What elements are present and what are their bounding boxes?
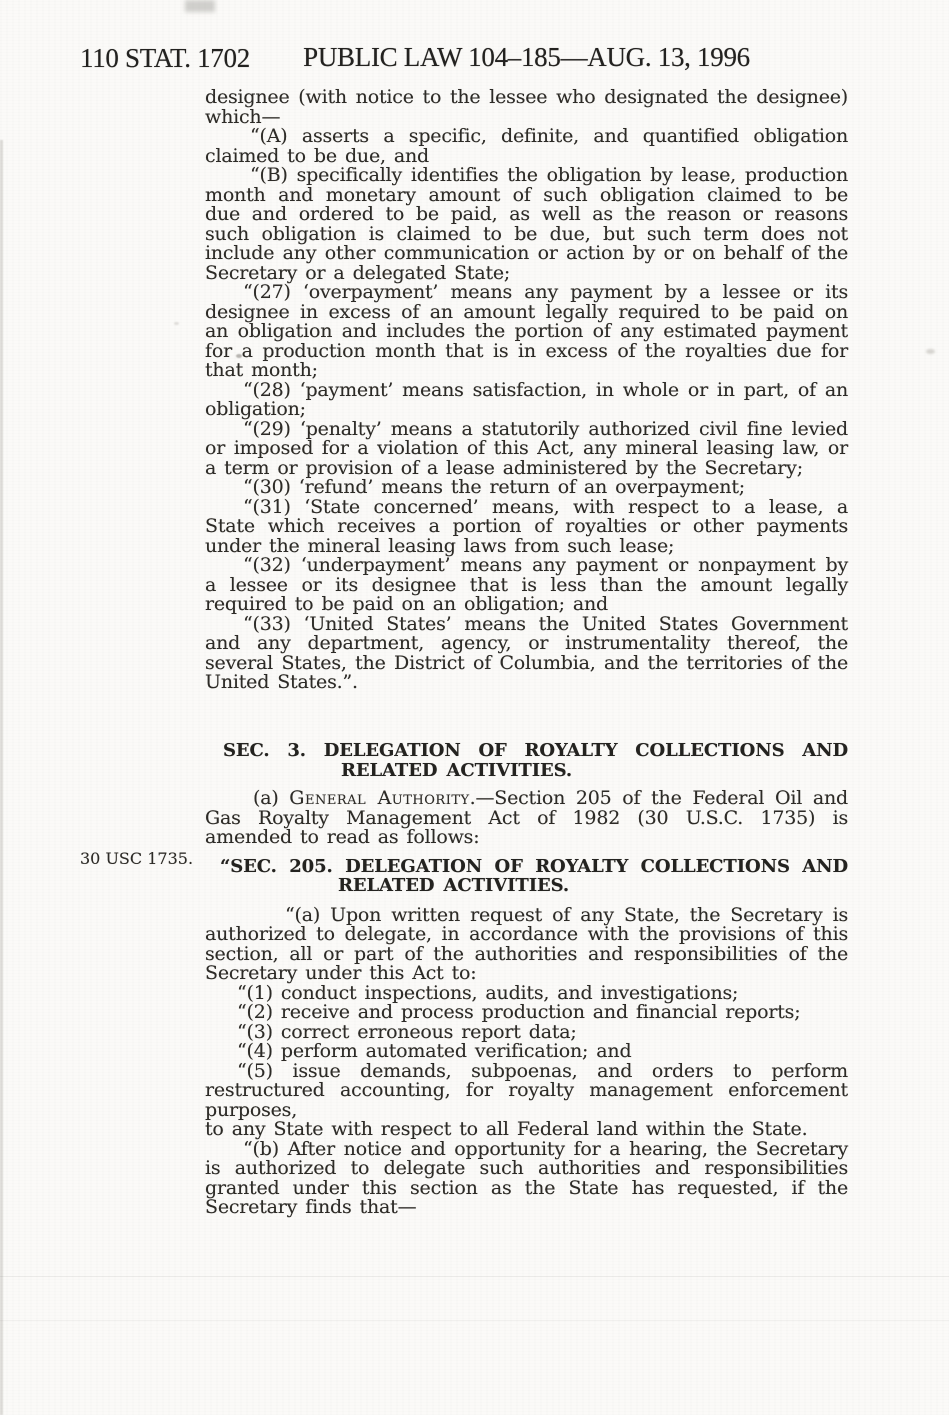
body-text-section-3	[205, 741, 848, 1218]
paragraph-205a-chapeau: “(a) Upon written request of any State, the Secretary is authorized to delegate, in accordance with the provisions of this section, all or part of the authorities and responsibilities of the Secretary under this Act to:	[205, 903, 848, 984]
paragraph-definition-33: “(33) ‘United States’ means the United States Government and any department, agency, or instrumentality thereof, the several States, the District of Columbia, and the territories of the United States.”.	[205, 612, 848, 693]
scan-artifact-speck	[174, 322, 179, 325]
paragraph-clause-3: “(3) correct erroneous report data;	[237, 1020, 577, 1043]
paragraph-definition-31: “(31) ‘State concerned’ means, with respect to a lease, a State which receives a portion of royalties or other payments under the mineral leasing laws from such lease;	[205, 495, 848, 557]
section-205-heading: “SEC. 205. DELEGATION OF ROYALTY COLLECTIONS AND RELATED ACTIVITIES.	[220, 855, 848, 896]
paragraph-subpara-A: “(A) asserts a specific, definite, and quantified obligation claimed to be due, and	[205, 125, 848, 167]
paragraph-definition-30: “(30) ‘refund’ means the return of an overpayment;	[243, 476, 745, 498]
scan-artifact-left-edge	[0, 140, 3, 1415]
paragraph-definition-28: “(28) ‘payment’ means satisfaction, in whole or in part, of an obligation;	[205, 378, 848, 420]
margin-note-usc-citation: 30 USC 1735.	[80, 849, 194, 868]
general-authority-smallcaps: General Authority	[289, 787, 470, 809]
paragraph-definition-29: “(29) ‘penalty’ means a statutorily authorized civil fine levied or imposed for a violation of this Act, any mineral leasing law, or a term or provision of a lease administered by the Secretary;	[205, 417, 848, 479]
body-text-definitions	[205, 88, 848, 693]
general-authority-prefix: (a)	[253, 787, 290, 809]
general-authority-rest: .—Section 205 of the Federal Oil and Gas Royalty Management Act of 1982 (30 U.S.C. 1735) is amended to read as follows:	[205, 787, 848, 848]
paragraph-continuation-designee: designee (with notice to the lessee who designated the designee) which—	[205, 86, 848, 128]
paragraph-205b: “(b) After notice and opportunity for a hearing, the Secretary is authorized to delegate such authorities and responsibilities granted under this section as the State has requested, if the Secretary finds that—	[205, 1137, 848, 1218]
section-3-heading: SEC. 3. DELEGATION OF ROYALTY COLLECTIONS AND RELATED ACTIVITIES.	[223, 740, 848, 781]
scan-artifact-speck	[926, 349, 935, 354]
paragraph-subpara-B: “(B) specifically identifies the obligation by lease, production month and monetary amount of such obligation claimed to be due and ordered to be paid, as well as the reason or reasons such obligation is claimed to be due, but such term does not include any other communication or action by or on behalf of the Secretary or a delegated State;	[205, 164, 848, 284]
paragraph-clause-5: “(5) issue demands, subpoenas, and orders to perform restructured accounting, for royalty management enforcement purposes,	[205, 1059, 848, 1121]
scan-artifact-streak	[0, 1320, 949, 1321]
paragraph-general-authority	[205, 789, 848, 848]
paragraph-clause-4: “(4) perform automated verification; and	[237, 1040, 632, 1062]
paragraph-definition-32: “(32) ‘underpayment’ means any payment or nonpayment by a lessee or its designee that is less than the amount legally required to be paid on an obligation; and	[205, 554, 848, 615]
paragraph-clause-1: “(1) conduct inspections, audits, and investigations;	[237, 981, 739, 1004]
scan-artifact-streak	[0, 1276, 949, 1277]
stat-page-number: 110 STAT. 1702	[80, 43, 250, 73]
paragraph-closing-matter: to any State with respect to all Federal land within the State.	[205, 1118, 808, 1140]
running-head-law-title: PUBLIC LAW 104–185—AUG. 13, 1996	[303, 42, 750, 72]
paragraph-clause-2: “(2) receive and process production and financial reports;	[237, 1001, 801, 1023]
paragraph-definition-27: “(27) ‘overpayment’ means any payment by a lessee or its designee in excess of an amount legally required to be paid on an obligation and includes the portion of any estimated payment for a production month that is in excess of the royalties due for that month;	[205, 281, 848, 381]
scan-artifact-smudge	[185, 0, 215, 12]
